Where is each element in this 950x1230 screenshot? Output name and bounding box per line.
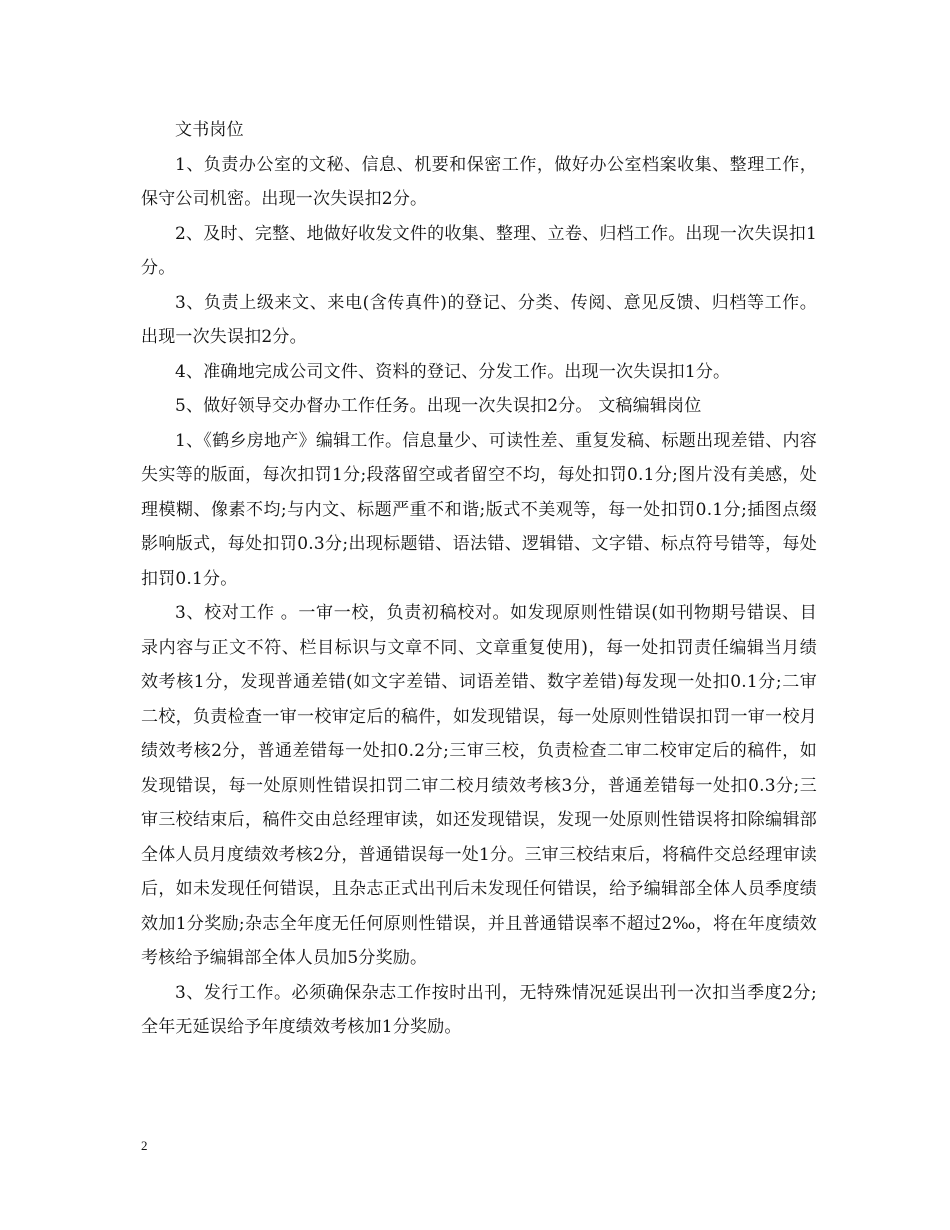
paragraph-distribution: 3、发行工作。必须确保杂志工作按时出刊，无特殊情况延误出刊一次扣当季度2分;全年无延误给予年度绩效考核加1分奖励。 [141, 982, 817, 1037]
paragraph-clerk-item-2: 2、及时、完整、地做好收发文件的收集、整理、立卷、归档工作。出现一次失误扣1分。 [141, 223, 817, 278]
paragraph-proofreading: 3、校对工作 。一审一校，负责初稿校对。如发现原则性错误(如刊物期号错误、目录内容与正文不符、栏目标识与文章不同、文章重复使用)，每一处扣罚责任编辑当月绩效考核1分，发现普通差错(如文字差错、词语差错、数字差错)每发现一处扣0.1分;二审二校，负责检查一审一校审定后的稿件，如发现错误，每一处原则性错误扣罚一审一校月绩效考核2分，普通差错每一处扣0.2分;三审三校，负责检查二审二校审定后的稿件，如发现错误，每一处原则性错误扣罚二审二校月绩效考核3分，普通差错每一处扣0.3分;三审三校结束后，稿件交由总经理审读，如还发现错误，发现一处原则性错误将扣除编辑部全体人员月度绩效考核2分，普通错误每一处1分。三审三校结束后，将稿件交总经理审读后，如未发现任何错误，且杂志正式出刊后未发现任何错误，给予编辑部全体人员季度绩效加1分奖励;杂志全年度无任何原则性错误，并且普通错误率不超过2‰，将在年度绩效考核给予编辑部全体人员加5分奖励。 [141, 603, 817, 968]
paragraph-editor-item-1: 1、《鹤乡房地产》编辑工作。信息量少、可读性差、重复发稿、标题出现差错、内容失实等的版面，每次扣罚1分;段落留空或者留空不均，每处扣罚0.1分;图片没有美感，处理模糊、像素不均;与内文、标题严重不和谐;版式不美观等，每一处扣罚0.1分;插图点缀影响版式，每处扣罚0.3分;出现标题错、语法错、逻辑错、文字错、标点符号错等，每处扣罚0.1分。 [141, 430, 817, 589]
document-body [141, 113, 817, 1045]
paragraph-clerk-item-5: 5、做好领导交办督办工作任务。出现一次失误扣2分。 文稿编辑岗位 [175, 396, 702, 416]
paragraph-clerk-item-4: 4、准确地完成公司文件、资料的登记、分发工作。出现一次失误扣1分。 [175, 361, 731, 382]
page-number: 2 [141, 1138, 148, 1153]
paragraph-clerk-item-1: 1、负责办公室的文秘、信息、机要和保密工作，做好办公室档案收集、整理工作，保守公司机密。出现一次失误扣2分。 [141, 154, 817, 209]
section-heading-clerk: 文书岗位 [175, 120, 244, 140]
paragraph-clerk-item-3: 3、负责上级来文、来电(含传真件)的登记、分类、传阅、意见反馈、归档等工作。出现一次失误扣2分。 [141, 292, 817, 347]
